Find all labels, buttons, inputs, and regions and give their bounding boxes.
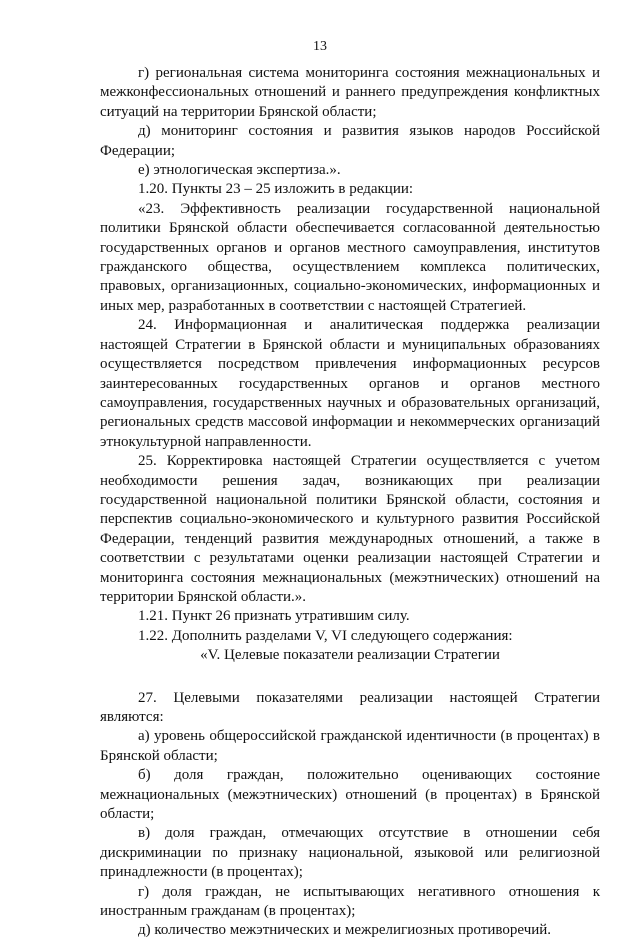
list-item-d: д) мониторинг состояния и развития языков народов Российской Федерации;	[100, 123, 600, 159]
amendment-1-20: 1.20. Пункты 23 – 25 изложить в редакции:	[138, 181, 414, 198]
page-number: 13	[313, 39, 327, 54]
list-item-g: г) региональная система мониторинга состояния межнациональных и межконфессиональных отношений и раннего предупреждения конфликтных ситуаций на территории Брянской области;	[100, 65, 600, 120]
paragraph-24: 24. Информационная и аналитическая поддержка реализации настоящей Стратегии в Брянской области и муниципальных образованиях осуществляется посредством привлечения информационных ресурсов заинтересованных государственных органов и органов местного самоуправления, государственных научных и образовательных организаций, региональных средств массовой информации и некоммерческих организаций этнокультурной направленности.	[100, 317, 600, 450]
indicator-b: б) доля граждан, положительно оценивающих состояние межнациональных (межэтнических) отношений (в процентах) в Брянской области;	[100, 767, 600, 823]
paragraph-25: 25. Корректировка настоящей Стратегии осуществляется с учетом необходимости решения задач, возникающих при реализации государственной национальной политики Брянской области, состояния и перспектив социально-экономического и культурного развития Российской Федерации, тенденций развития международных отношений, а также в соответствии с результатами оценки реализации настоящей Стратегии и мониторинга состояния межнациональных (межэтнических) отношений на территории Брянской области.».	[100, 453, 600, 605]
amendment-1-21: 1.21. Пункт 26 признать утратившим силу.	[138, 608, 410, 625]
indicator-d: д) количество межэтнических и межрелигиозных противоречий.	[138, 922, 552, 939]
indicator-g: г) доля граждан, не испытывающих негативного отношения к иностранным гражданам (в процентах);	[100, 883, 600, 920]
list-item-e: е) этнологическая экспертиза.».	[138, 162, 341, 179]
indicator-a: а) уровень общероссийской гражданской идентичности (в процентах) в Брянской области;	[100, 728, 600, 764]
section-heading: «V. Целевые показатели реализации Стратегии	[200, 647, 500, 664]
amendment-1-22: 1.22. Дополнить разделами V, VI следующего содержания:	[138, 627, 513, 644]
paragraph-27: 27. Целевыми показателями реализации настоящей Стратегии являются:	[100, 689, 600, 725]
section-spacer	[100, 666, 600, 689]
indicator-v: в) доля граждан, отмечающих отсутствие в отношении себя дискриминации по признаку национальной, языковой или религиозной принадлежности (в процентах);	[100, 825, 600, 881]
paragraph-23: «23. Эффективность реализации государственной национальной политики Брянской области обеспечивается согласованной деятельностью государственных органов и органов местного самоуправления, институтов гражданского общества, осуществлением комплекса политических, правовых, организационных, социально-экономических, информационных и иных мер, разработанных в соответствии с настоящей Стратегией.	[100, 200, 600, 314]
document-body	[100, 64, 600, 941]
